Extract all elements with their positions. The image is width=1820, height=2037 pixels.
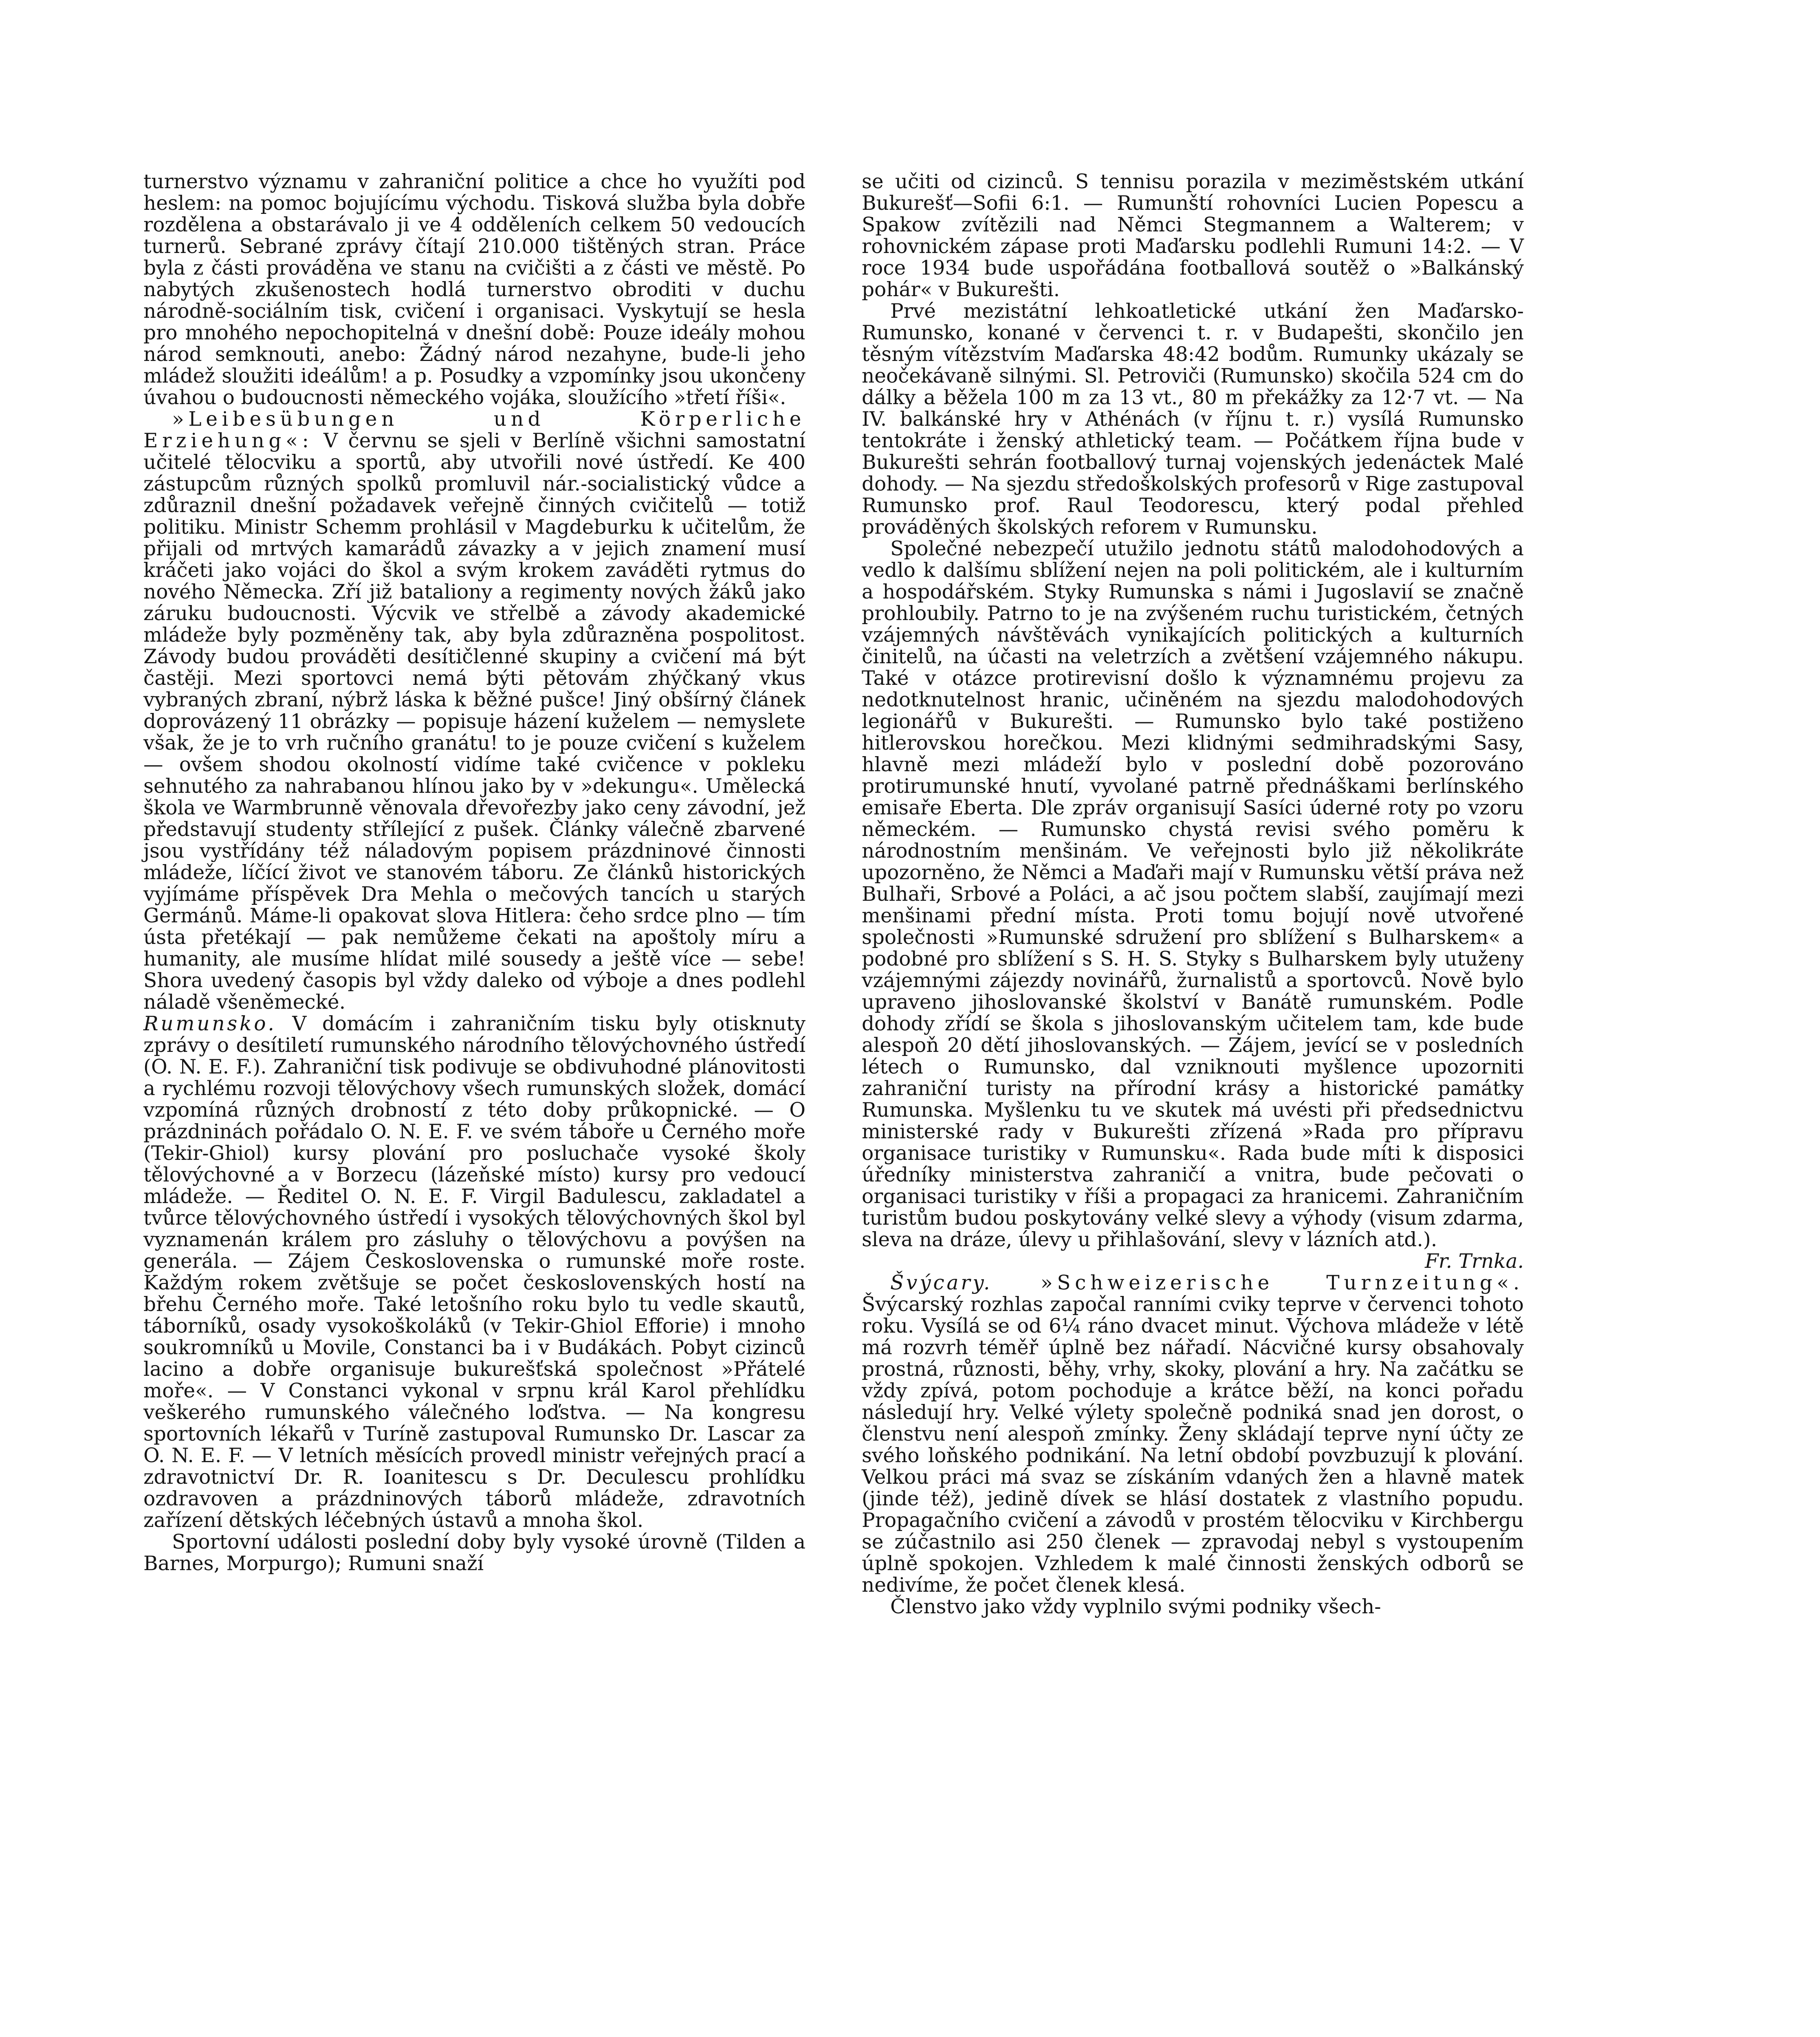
right-paragraph-3-text: Společné nebezpečí utužilo jednotu států malodohodových a vedlo k dalšímu sblížení nejen na poli politickém, ale i kulturním a hospodářském. Styky Rumunska s námi i Jugoslavií se značně prohloubily. Patrno to je na zvýšeném ruchu turistickém, četných vzájemných návštěvách vynikajících politických a kulturních činitelů, na účasti na veletrzích a zvětšení vzájemného nákupu. Také v otázce protirevisní došlo k významnému projevu za nedotknutelnost hranic, učiněném na sjezdu malodohodových legionářů v Bukurešti. — Rumunsko bylo také postiženo hitlerovskou horečkou. Mezi klidnými sedmihradskými Sasy, hlavně mezi mládeží bylo v poslední době pozorováno protirumunské hnutí, vyvolané patrně přednáškami berlínského emisaře Eberta. Dle zpráv organisují Sasíci úderné roty po vzoru německém. — Rumunsko chystá revisi svého poměru k národnostním menšinám. Ve veřejnosti bylo již několikráte upozorněno, že Němci a Maďaři mají v Rumunsku větší práva než Bulhaři, Srbové a Poláci, a ač jsou počtem slabší, zaujímají mezi menšinami přední místa. Proti tomu bojují nově utvořené společnosti »Rumunské sdružení pro sblížení s Bulharskem« a podobné pro sblížení s S. H. S. Styky s Bulharskem byly utuženy vzájemnými zájezdy novinářů, žurnalistů a sportovců. Nově bylo upraveno jihoslovanské školství v Banátě rumunském. Podle dohody zřídí se škola s jihoslovanským učitelem tam, kde bude alespoň 20 dětí jihoslovanských. — Zájem, jevící se v posledních létech o Rumunsko, dal vzniknouti myšlence upozorniti zahraniční turisty na přírodní krásy a historické památky Rumunska. Myšlenku tu ve skutek má uvésti při předsednictvu ministerské rady v Bukurešti zřízená »Rada pro přípravu organisace turistiky v Rumunsku«. Rada bude míti k disposici úředníky ministerstva zahraničí a vnitra, bude pečovati o organisaci turistiky v říši a propagaci za hranicemi. Zahraničním turistům budou poskytovány velké slevy a výhody (visum zdarma, sleva na dráze, úlevy u přihlašování, slevy v lázních atd.). bbox=[862, 537, 1524, 1251]
right-column bbox=[862, 171, 1524, 1618]
section-heading-svycary: Švýcary. bbox=[890, 1271, 993, 1294]
right-paragraph-2: Prvé mezistátní lehkoatletické utkání žen Maďarsko-Rumunsko, konané v červenci t. r. v Budapešti, skončilo jen těsným vítězstvím Maďarska 48:42 bodům. Rumunky ukázaly se neočekávaně silnými. Sl. Petroviči (Rumunsko) skočila 524 cm do dálky a běžela 100 m za 13 vt., 80 m překážky za 12·7 vt. — Na IV. balkánské hry v Athénách (v říjnu t. r.) vysílá Rumunsko tentokráte i ženský athletický team. — Počátkem října bude v Bukurešti sehrán footballový turnaj vojenských jedenáctek Malé dohody. — Na sjezdu středoškolských profesorů v Rige zastupoval Rumunsko prof. Raul Teodorescu, který podal přehled prováděných školských reforem v Rumunsku. bbox=[862, 300, 1524, 539]
left-column bbox=[143, 171, 805, 1575]
right-paragraph-5: Členstvo jako vždy vyplnilo svými podniky všech- bbox=[890, 1595, 1381, 1618]
author-signature: Fr. Trnka. bbox=[1425, 1250, 1524, 1273]
left-paragraph-4: Sportovní události poslední doby byly vysoké úrovně (Tilden a Barnes, Morpurgo); Rumuni snaží bbox=[143, 1531, 805, 1575]
right-paragraph-3 bbox=[862, 537, 1524, 1273]
left-paragraph-2 bbox=[143, 409, 805, 1013]
journal-title-leibesubungen: »Leibesübungen und Körperliche Erziehung«: bbox=[143, 408, 805, 452]
left-paragraph-2-text: V červnu se sjeli v Berlíně všichni samostatní učitelé tělocviku a sportů, aby utvořili nové ústředí. Ke 400 zástupcům různých spolků promluvil nár.-socialistický vůdce a zdůraznil dnešní požadavek veřejně činných cvičitelů — totiž politiku. Ministr Schemm prohlásil v Magdeburku k učitelům, že přijali od mrtvých kamarádů závazky a v jejich znamení musí kráčeti jako vojáci do škol a svým krokem zaváděti rytmus do nového Německa. Zří již bataliony a regimenty nových žáků jako záruku budoucnosti. Výcvik ve střelbě a závody akademické mládeže byly pozměněny tak, aby byla zdůrazněna pospolitost. Závody budou prováděti desítičlenné skupiny a cvičení má být častěji. Mezi sportovci nemá býti pětovám zhýčkaný vkus vybraných zbraní, nýbrž láska k běžné pušce! Jiný obšírný článek doprovázený 11 obrázky — popisuje házení kuželem — nemyslete však, že je to vrh ručního granátu! to je pouze cvičení s kuželem — ovšem shodou okolností vidíme také cvičence v pokleku sehnutého za nahrabanou hlínou jako by v »dekungu«. Umělecká škola ve Warmbrunně věnovala dřevořezby jako ceny závodní, jež představují studenty střílející z pušek. Články válečně zbarvené jsou vystřídány též náladovým popisem prázdninové činnosti mládeže, líčící život ve stanovém táboru. Ze článků historických vyjímáme příspěvek Dra Mehla o mečových tancích u starých Germánů. Máme-li opakovat slova Hitlera: čeho srdce plno — tím ústa přetékají — pak nemůžeme čekati na apoštoly míru a humanity, ale musíme hlídat milé sousedy a ještě více — sebe! Shora uvedený časopis byl vždy daleko od výboje a dnes podlehl náladě všeněmecké. bbox=[143, 429, 805, 1014]
right-paragraph-4 bbox=[862, 1272, 1524, 1596]
right-paragraph-1: se učiti od cizinců. S tennisu porazila v meziměstském utkání Bukurešť—Sofii 6:1. — Rumunští rohovníci Lucien Popescu a Spakow zvítězili nad Němci Stegmannem a Walterem; v rohovnickém zápase proti Maďarsku podlehli Rumuni 14:2. — V roce 1934 bude uspořádána footballová soutěž o »Balkánský pohár« v Bukurešti. bbox=[862, 170, 1524, 301]
left-paragraph-1: turnerstvo významu v zahraniční politice a chce ho využíti pod heslem: na pomoc bojujícímu východu. Tisková služba byla dobře rozdělena a obstarávalo ji ve 4 odděleních celkem 50 vedoucích turnerů. Sebrané zprávy čítají 210.000 tištěných stran. Práce byla z části prováděna ve stanu na cvičišti a z části ve městě. Po nabytých zkušenostech hodlá turnerstvo obroditi v duchu národně-sociálním tisk, cvičení i organisaci. Vyskytují se hesla pro mnohého nepochopitelná v dnešní době: Pouze ideály mohou národ semknouti, anebo: Žádný národ nezahyne, bude-li jeho mládež sloužiti ideálům! a p. Posudky a vzpomínky jsou ukončeny úvahou o budoucnosti německého vojáka, sloužícího »třetí říši«. bbox=[143, 170, 805, 409]
right-paragraph-4-text: Švýcarský rozhlas započal ranními cviky teprve v červenci tohoto roku. Vysílá se od 6¼ ráno dvacet minut. Výchova mládeže v létě má rozvrh téměř úplně bez nářadí. Nácvičné kursy obsahovaly prostná, různosti, běhy, vrhy, skoky, plování a hry. Na začátku se vždy zpívá, potom pochoduje a krátce běží, na konci pořadu následují hry. Velké výlety společně podniká snad jen dorost, o členstvu není alespoň zmínky. Ženy skládají teprve nyní účty ze svého loňského podnikání. Na letní období povzbuzují k plování. Velkou práci má svaz se získáním vdaných žen a hlavně matek (jinde též), jedině dívek se hlásí dostatek z vlastního popudu. Propagačního cvičení a závodů v prostém tělocviku v Kirchbergu se zúčastnilo asi 250 členek — zpravodaj nebyl s vystoupením úplně spokojen. Vzhledem k malé činnosti ženských odborů se nedivíme, že počet členek klesá. bbox=[862, 1293, 1524, 1597]
section-heading-rumunsko: Rumunsko. bbox=[143, 1012, 277, 1035]
left-paragraph-3-text: V domácím i zahraničním tisku byly otisknuty zprávy o desítiletí rumunského národního tělovýchovného ústředí (O. N. E. F.). Zahraniční tisk podivuje se obdivuhodné plánovitosti a rychlému rozvoji tělovýchovy všech rumunských složek, domácí vzpomíná různých drobností z této doby průkopnické. — O prázdninách pořádalo O. N. E. F. ve svém táboře u Černého moře (Tekir-Ghiol) kursy plování pro posluchače vysoké školy tělovýchovné a v Borzecu (lázeňské místo) kursy pro vedoucí mládeže. — Ředitel O. N. E. F. Virgil Badulescu, zakladatel a tvůrce tělovýchovného ústředí i vysokých tělovýchovných škol byl vyznamenán králem pro zásluhy o tělovýchovu a povýšen na generála. — Zájem Československa o rumunské moře roste. Každým rokem zvětšuje se počet československých hostí na břehu Černého moře. Také letošního roku bylo tu vedle skautů, táborníků, osady vysokoškoláků (v Tekir-Ghiol Efforie) i mnoho soukromníků u Movile, Constanci ba i v Budákách. Pobyt cizinců lacino a dobře organisuje bukurešťská společnost »Přátelé moře«. — V Constanci vykonal v srpnu král Karol přehlídku veškerého rumunského válečného loďstva. — Na kongresu sportovních lékařů v Turíně zastupoval Rumunsko Dr. Lascar za O. N. E. F. — V letních měsících provedl ministr veřejných prací a zdravotnictví Dr. R. Ioanitescu s Dr. Deculescu prohlídku ozdravoven a prázdninových táborů mládeže, zdravotních zařízení dětských léčebných ústavů a mnoha škol. bbox=[143, 1012, 805, 1532]
journal-title-schweizerische: »Schweizerische Turnzeitung«. bbox=[1040, 1271, 1524, 1294]
left-paragraph-3 bbox=[143, 1013, 805, 1531]
